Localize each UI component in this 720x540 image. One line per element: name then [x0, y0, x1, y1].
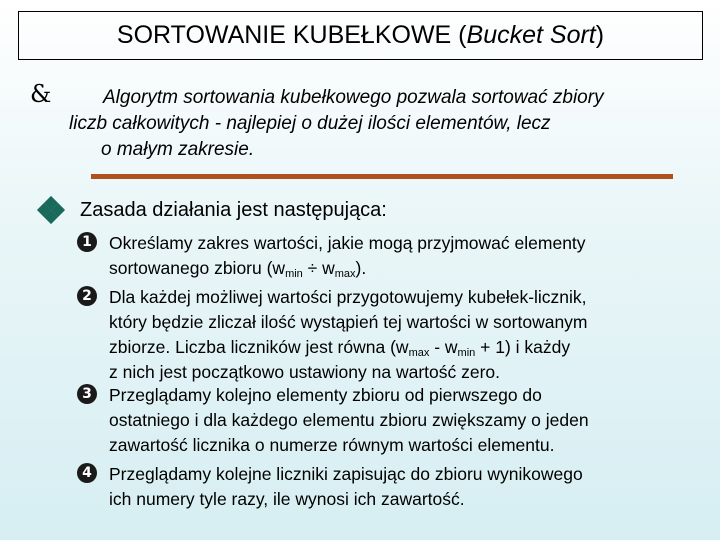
title-main: SORTOWANIE KUBEŁKOWE (	[116, 21, 467, 49]
step-1-text	[109, 231, 586, 281]
step-2-line-3: zbiorze. Liczba liczników jest równa $(w_{max} - w_{min} + 1)$ i każdy	[109, 337, 571, 359]
number-3-icon: 3	[77, 384, 97, 404]
step-4-line-1: Przeglądamy kolejne liczniki zapisując do zbioru wynikowego	[109, 464, 583, 484]
number-1-icon: 1	[77, 232, 97, 252]
step-4-line-2: ich numery tyle razy, ile wynosi ich zawartość.	[109, 489, 465, 509]
step-2-line-4: z nich jest początkowo ustawiony na wartość zero.	[109, 362, 501, 382]
step-4-text	[109, 462, 583, 512]
title-italic: Bucket Sort	[466, 21, 596, 49]
step-3-line-3: zawartość licznika o numerze równym wartości elementu.	[109, 435, 555, 455]
ampersand-icon: &	[30, 80, 52, 108]
step-1-line-1: Określamy zakres wartości, jakie mogą przyjmować elementy	[109, 233, 586, 253]
number-4-icon: 4	[77, 463, 97, 483]
intro-line-3: o małym zakresie.	[101, 139, 255, 160]
title-close: )	[595, 21, 605, 49]
divider-line	[91, 174, 673, 179]
intro-line-1: Algorytm sortowania kubełkowego pozwala sortować zbiory	[103, 87, 604, 108]
step-1-line-2: sortowanego zbioru $(w_{min} \div w_{max})$.	[109, 258, 367, 280]
step-2-line-2: który będzie zliczał ilość wystąpień tej wartości w sortowanym	[109, 312, 588, 332]
step-3-line-2: ostatniego i dla każdego elementu zbioru zwiększamy o jeden	[109, 410, 589, 430]
slide-title	[18, 11, 703, 60]
diamond-bullet-icon	[38, 197, 64, 223]
principle-heading: Zasada działania jest następująca:	[80, 199, 387, 221]
intro-line-2: liczb całkowitych - najlepiej o dużej ilości elementów, lecz	[69, 113, 551, 134]
number-2-icon: 2	[77, 286, 97, 306]
step-3-text	[109, 383, 589, 458]
step-2-text	[109, 285, 588, 385]
step-2-line-1: Dla każdej możliwej wartości przygotowujemy kubełek-licznik,	[109, 287, 587, 307]
step-3-line-1: Przeglądamy kolejno elementy zbioru od pierwszego do	[109, 385, 542, 405]
